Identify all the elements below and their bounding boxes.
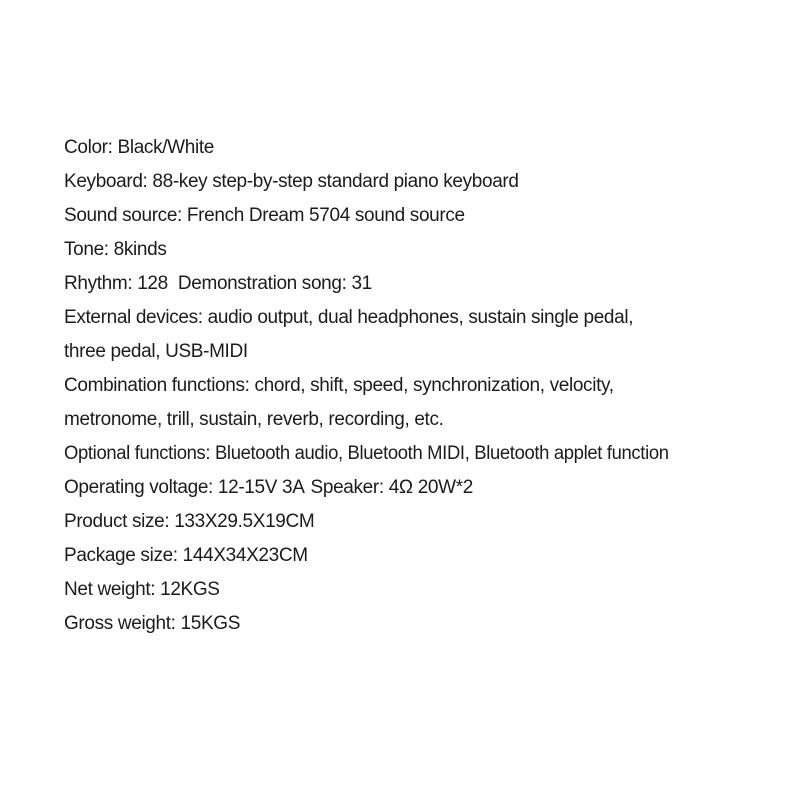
- spec-keyboard: Keyboard: 88-key step-by-step standard piano keyboard: [64, 171, 519, 192]
- spec-speaker: Speaker: 4Ω 20W*2: [310, 477, 473, 498]
- spec-tone: Tone: 8kinds: [64, 239, 167, 260]
- spec-voltage: Operating voltage: 12-15V 3A: [64, 477, 305, 498]
- spec-external-devices-1: External devices: audio output, dual headphones, sustain single pedal,: [64, 307, 634, 328]
- spec-product-size: Product size: 133X29.5X19CM: [64, 511, 315, 532]
- spec-sheet: [64, 131, 784, 641]
- spec-gross-weight: Gross weight: 15KGS: [64, 613, 241, 634]
- spec-rhythm: Rhythm: 128: [64, 273, 168, 294]
- spec-optional: Optional functions: Bluetooth audio, Bluetooth MIDI, Bluetooth applet function: [64, 443, 669, 464]
- spec-combination-1: Combination functions: chord, shift, speed, synchronization, velocity,: [64, 375, 614, 396]
- spec-demo-song: Demonstration song: 31: [177, 273, 372, 294]
- spec-package-size: Package size: 144X34X23CM: [64, 545, 308, 566]
- spec-net-weight: Net weight: 12KGS: [64, 579, 220, 600]
- spec-external-devices-2: three pedal, USB-MIDI: [64, 341, 248, 362]
- spec-combination-2: metronome, trill, sustain, reverb, recording, etc.: [64, 409, 444, 430]
- spec-voltage-line: [64, 471, 784, 505]
- spec-sound-source: Sound source: French Dream 5704 sound source: [64, 205, 465, 226]
- spec-color: Color: Black/White: [64, 137, 214, 158]
- spec-rhythm-line: [64, 267, 784, 301]
